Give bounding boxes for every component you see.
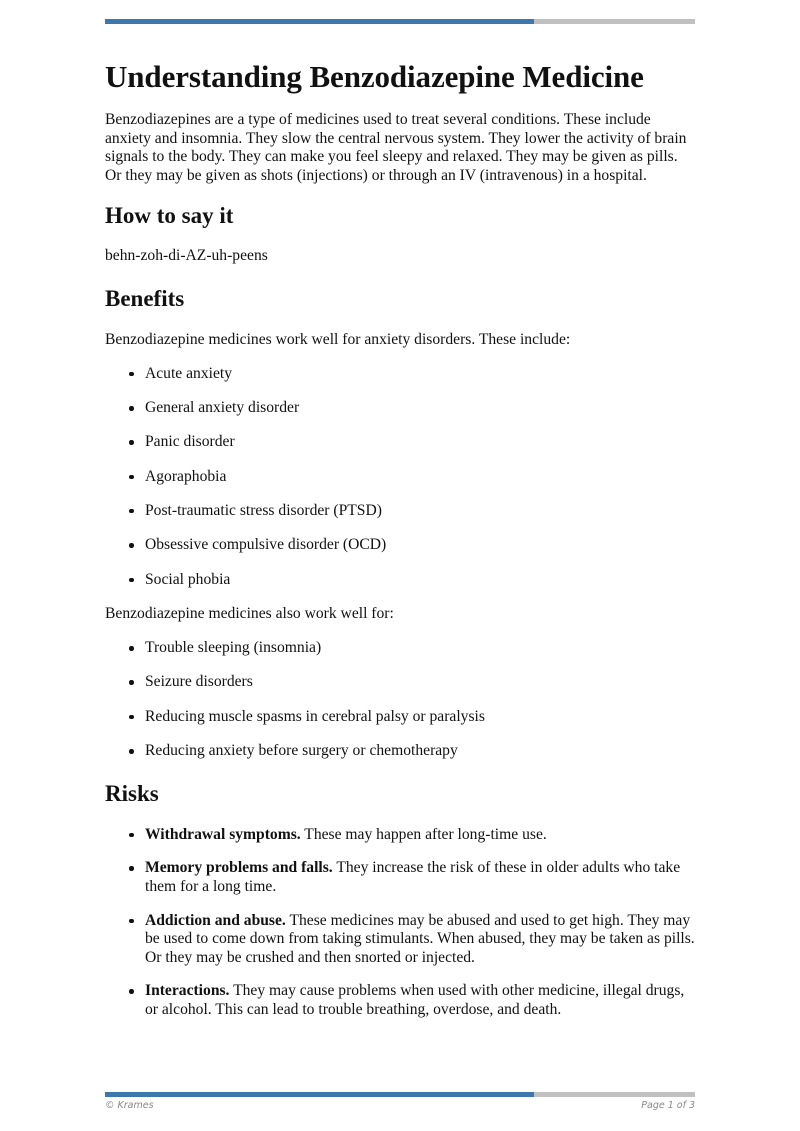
bullet-icon — [129, 749, 134, 754]
bullet-icon — [129, 715, 134, 720]
risk-title: Interactions. — [145, 982, 230, 1000]
risk-text: These may happen after long-time use. — [300, 825, 547, 843]
bullet-icon — [129, 578, 134, 583]
bullet-icon — [129, 680, 134, 685]
risk-title: Memory problems and falls. — [145, 859, 333, 877]
list-item-text: Panic disorder — [145, 433, 235, 451]
anxiety-list — [105, 365, 697, 589]
risk-title: Addiction and abuse. — [145, 911, 286, 929]
list-item-text: General anxiety disorder — [145, 399, 300, 417]
list-item — [105, 742, 697, 761]
risk-item — [105, 912, 697, 968]
heading-benefits: Benefits — [105, 285, 185, 311]
bullet-icon — [129, 833, 134, 838]
bullet-icon — [129, 509, 134, 514]
list-item-text: Reducing muscle spasms in cerebral palsy or paralysis — [145, 707, 485, 725]
risk-text: They may cause problems when used with other medicine, illegal drugs, or alcohol. This can lead to trouble breathing, overdose, and death. — [145, 982, 685, 1018]
bullet-icon — [129, 866, 134, 871]
document-body — [105, 52, 697, 1019]
bullet-icon — [129, 646, 134, 651]
list-item — [105, 399, 697, 418]
risk-item — [105, 982, 697, 1019]
risk-title: Withdrawal symptoms. — [145, 825, 301, 843]
list-item — [105, 708, 697, 727]
list-item — [105, 536, 697, 555]
bottom-progress-bar — [105, 1092, 695, 1097]
list-item — [105, 365, 697, 384]
bullet-icon — [129, 440, 134, 445]
risk-text: They increase the risk of these in older adults who take them for a long time. — [145, 859, 681, 895]
list-item — [105, 433, 697, 452]
heading-how-to-say: How to say it — [105, 203, 234, 228]
progress-fill — [105, 19, 534, 24]
list-item — [105, 468, 697, 487]
page-footer — [105, 1100, 695, 1111]
list-item-text: Acute anxiety — [145, 364, 233, 382]
bullet-icon — [129, 475, 134, 480]
list-item-text: Post-traumatic stress disorder (PTSD) — [145, 501, 382, 519]
bullet-icon — [129, 372, 134, 377]
list-item-text: Trouble sleeping (insomnia) — [145, 639, 322, 657]
risk-item — [105, 826, 697, 845]
benefits-intro: Benzodiazepine medicines work well for anxiety disorders. These include: — [105, 330, 571, 348]
list-item — [105, 502, 697, 521]
intro-paragraph: Benzodiazepines are a type of medicines used to treat several conditions. These include anxiety and insomnia. They slow the central nervous system. They lower the activity of brain signals to the body. They can make you feel sleepy and relaxed. They may be given as pills. Or they may be given as shots (injections) or through an IV (intravenous) in a hospital. — [105, 111, 687, 184]
bullet-icon — [129, 543, 134, 548]
progress-rest — [534, 1092, 695, 1097]
pronunciation: behn-zoh-di-AZ-uh-peens — [105, 247, 268, 264]
bullet-icon — [129, 406, 134, 411]
list-item — [105, 673, 697, 692]
page-title: Understanding Benzodiazepine Medicine — [105, 59, 644, 94]
risk-text: These medicines may be abused and used to get high. They may be used to come down from taking stimulants. When abused, they may be taken as pills. Or they may be crushed and then snorted or injected. — [145, 911, 695, 966]
bullet-icon — [129, 919, 134, 924]
bullet-icon — [129, 989, 134, 994]
list-item-text: Obsessive compulsive disorder (OCD) — [145, 536, 387, 554]
page-number: Page 1 of 3 — [641, 1100, 695, 1111]
list-item-text: Seizure disorders — [145, 673, 253, 691]
also-intro: Benzodiazepine medicines also work well for: — [105, 604, 394, 622]
other-uses-list — [105, 639, 697, 760]
progress-rest — [534, 19, 695, 24]
list-item-text: Social phobia — [145, 570, 231, 588]
risks-list — [105, 826, 697, 1020]
list-item-text: Agoraphobia — [145, 467, 227, 485]
progress-fill — [105, 1092, 534, 1097]
list-item — [105, 571, 697, 590]
risk-item — [105, 859, 697, 896]
copyright: © Krames — [105, 1100, 154, 1111]
heading-risks: Risks — [105, 780, 159, 806]
list-item-text: Reducing anxiety before surgery or chemotherapy — [145, 742, 458, 760]
list-item — [105, 639, 697, 658]
top-progress-bar — [105, 19, 695, 24]
